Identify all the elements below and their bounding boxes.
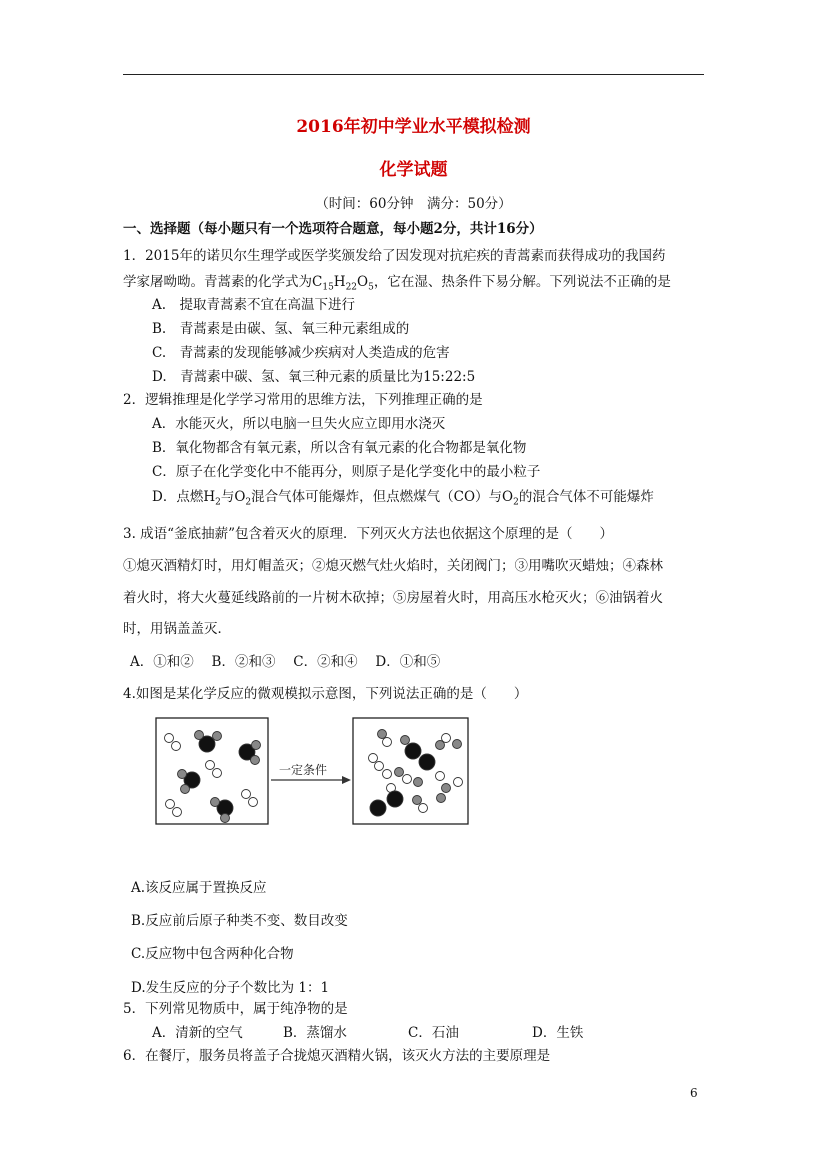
molecule-atom-black (405, 743, 421, 759)
molecule-atom-gray (453, 740, 462, 749)
q3-options: A．①和② B．②和③ C．②和④ D．①和⑤ (130, 654, 441, 670)
q1-stem-line2 (123, 273, 671, 291)
molecule-atom-white (442, 734, 451, 743)
q4-option-a: A.该反应属于置换反应 (131, 880, 267, 896)
molecule-atom-white (383, 738, 392, 747)
q2d-sub1: 2 (215, 497, 221, 508)
q5-stem: 5．下列常见物质中，属于纯净物的是 (123, 1001, 348, 1017)
q1-option-a: A. 提取青蒿素不宜在高温下进行 (152, 297, 356, 313)
molecule-atom-white (454, 778, 463, 787)
molecule-atom-gray (195, 731, 204, 740)
q1-option-b: B. 青蒿素是由碳、氢、氧三种元素组成的 (152, 321, 410, 337)
molecule-atom-gray (413, 796, 422, 805)
molecule-atom-gray (395, 768, 404, 777)
exam-title: 2016年初中学业水平模拟检测 (296, 117, 531, 137)
reactant-box (156, 718, 268, 824)
arrow-condition-label: 一定条件 (279, 763, 328, 777)
molecule-atom-gray (211, 798, 220, 807)
molecule-atom-gray (181, 785, 190, 794)
q5-option-c: C．石油 (408, 1025, 459, 1041)
molecule-atom-white (206, 761, 215, 770)
q1-option-d: D. 青蒿素中碳、氢、氧三种元素的质量比为15:22:5 (152, 369, 476, 385)
page-number: 6 (690, 1086, 698, 1100)
q5-option-a: A．清新的空气 (152, 1025, 243, 1041)
molecule-atom-white (242, 790, 251, 799)
header-rule (123, 74, 704, 75)
molecule-atom-gray (442, 784, 451, 793)
q2-option-c: C．原子在化学变化中不能再分，则原子是化学变化中的最小粒子 (152, 464, 541, 480)
molecule-atom-white (383, 770, 392, 779)
q5-option-b: B．蒸馏水 (283, 1025, 347, 1041)
q2d-text-b: 与O (220, 489, 246, 505)
q2-stem: 2．逻辑推理是化学学习常用的思维方法，下列推理正确的是 (123, 392, 483, 408)
molecule-atom-white (419, 804, 428, 813)
molecule-atom-gray (252, 741, 261, 750)
q4-option-d: D.发生反应的分子个数比为 1：1 (131, 980, 330, 996)
reaction-diagram (155, 716, 475, 826)
molecule-atom-white (213, 769, 222, 778)
section-heading: 一、选择题（每小题只有一个选项符合题意，每小题2分，共计16分） (123, 221, 543, 237)
arrow-head (342, 776, 351, 784)
q6-stem: 6．在餐厅，服务员将盖子合拢熄灭酒精火锅，该灭火方法的主要原理是 (123, 1048, 551, 1064)
molecule-atom-white (375, 762, 384, 771)
molecule-atom-white (173, 808, 182, 817)
molecule-atom-white (172, 742, 181, 751)
exam-meta: （时间：60分钟 满分：50分） (315, 196, 512, 212)
q2d-sub2: 2 (245, 497, 252, 508)
molecule-atom-white (369, 754, 378, 763)
q3-line3: 着火时，将大火蔓延线路前的一片树木砍掉；⑤房屋着火时，用高压水枪灭火；⑥油锅着火 (123, 590, 663, 606)
q1-option-c: C. 青蒿素的发现能够减少疾病对人类造成的危害 (152, 345, 450, 361)
q3-stem: 3. 成语“釜底抽薪”包含着灭火的原理．下列灭火方法也依据这个原理的是（ ） (123, 526, 613, 542)
q1-sub-h: 22 (345, 282, 358, 293)
q2d-text-d: 的混合气体不可能爆炸 (518, 489, 654, 505)
molecule-atom-gray (401, 736, 410, 745)
q2d-text-a: D．点燃H (152, 489, 216, 505)
q1-stem-line1: 1．2015年的诺贝尔生理学或医学奖颁发给了因发现对抗疟疾的青蒿素而获得成功的我国药 (123, 248, 666, 264)
q4-stem: 4.如图是某化学反应的微观模拟示意图，下列说法正确的是（ ） (123, 686, 528, 702)
molecule-atom-white (249, 798, 258, 807)
q1-text-b: ，它在湿、热条件下易分解。下列说法不正确的是 (373, 274, 671, 290)
molecule-atom-gray (213, 732, 222, 741)
q1-text-o: O (357, 274, 369, 290)
q3-line4: 时，用锅盖盖灭． (123, 621, 231, 637)
molecule-atom-gray (178, 770, 187, 779)
molecule-atom-black (370, 800, 386, 816)
molecule-atom-gray (221, 814, 230, 823)
q1-text-h: H (333, 274, 346, 290)
q1-sub-c: 15 (322, 282, 334, 293)
q2-option-b: B．氧化物都含有氧元素，所以含有氧元素的化合物都是氧化物 (152, 440, 527, 456)
molecule-atom-gray (414, 778, 423, 787)
exam-subject-title: 化学试题 (379, 160, 448, 180)
q5-option-d: D．生铁 (532, 1025, 584, 1041)
molecule-atom-gray (437, 794, 446, 803)
molecule-atom-white (166, 800, 175, 809)
q2d-sub3: 2 (513, 497, 519, 508)
q2-option-d (152, 488, 654, 506)
q2-option-a: A．水能灭火，所以电脑一旦失火应立即用水浇灭 (152, 416, 446, 432)
q1-sub-o: 5 (368, 282, 374, 293)
q1-text-a: 学家屠呦呦。青蒿素的化学式为C (123, 274, 323, 290)
q4-option-c: C.反应物中包含两种化合物 (131, 946, 294, 962)
q2d-text-c: 混合气体可能爆炸，但点燃煤气（CO）与O (251, 489, 514, 505)
molecule-atom-white (436, 772, 445, 781)
q3-line2: ①熄灭酒精灯时，用灯帽盖灭；②熄灭燃气灶火焰时，关闭阀门；③用嘴吹灭蜡烛；④森林 (123, 558, 663, 574)
molecule-atom-black (419, 754, 435, 770)
molecule-atom-black (387, 791, 403, 807)
molecule-atom-gray (251, 756, 260, 765)
molecule-atom-white (165, 734, 174, 743)
q4-option-b: B.反应前后原子种类不变、数目改变 (131, 913, 348, 929)
molecule-atom-gray (378, 730, 387, 739)
molecule-atom-white (403, 775, 412, 784)
